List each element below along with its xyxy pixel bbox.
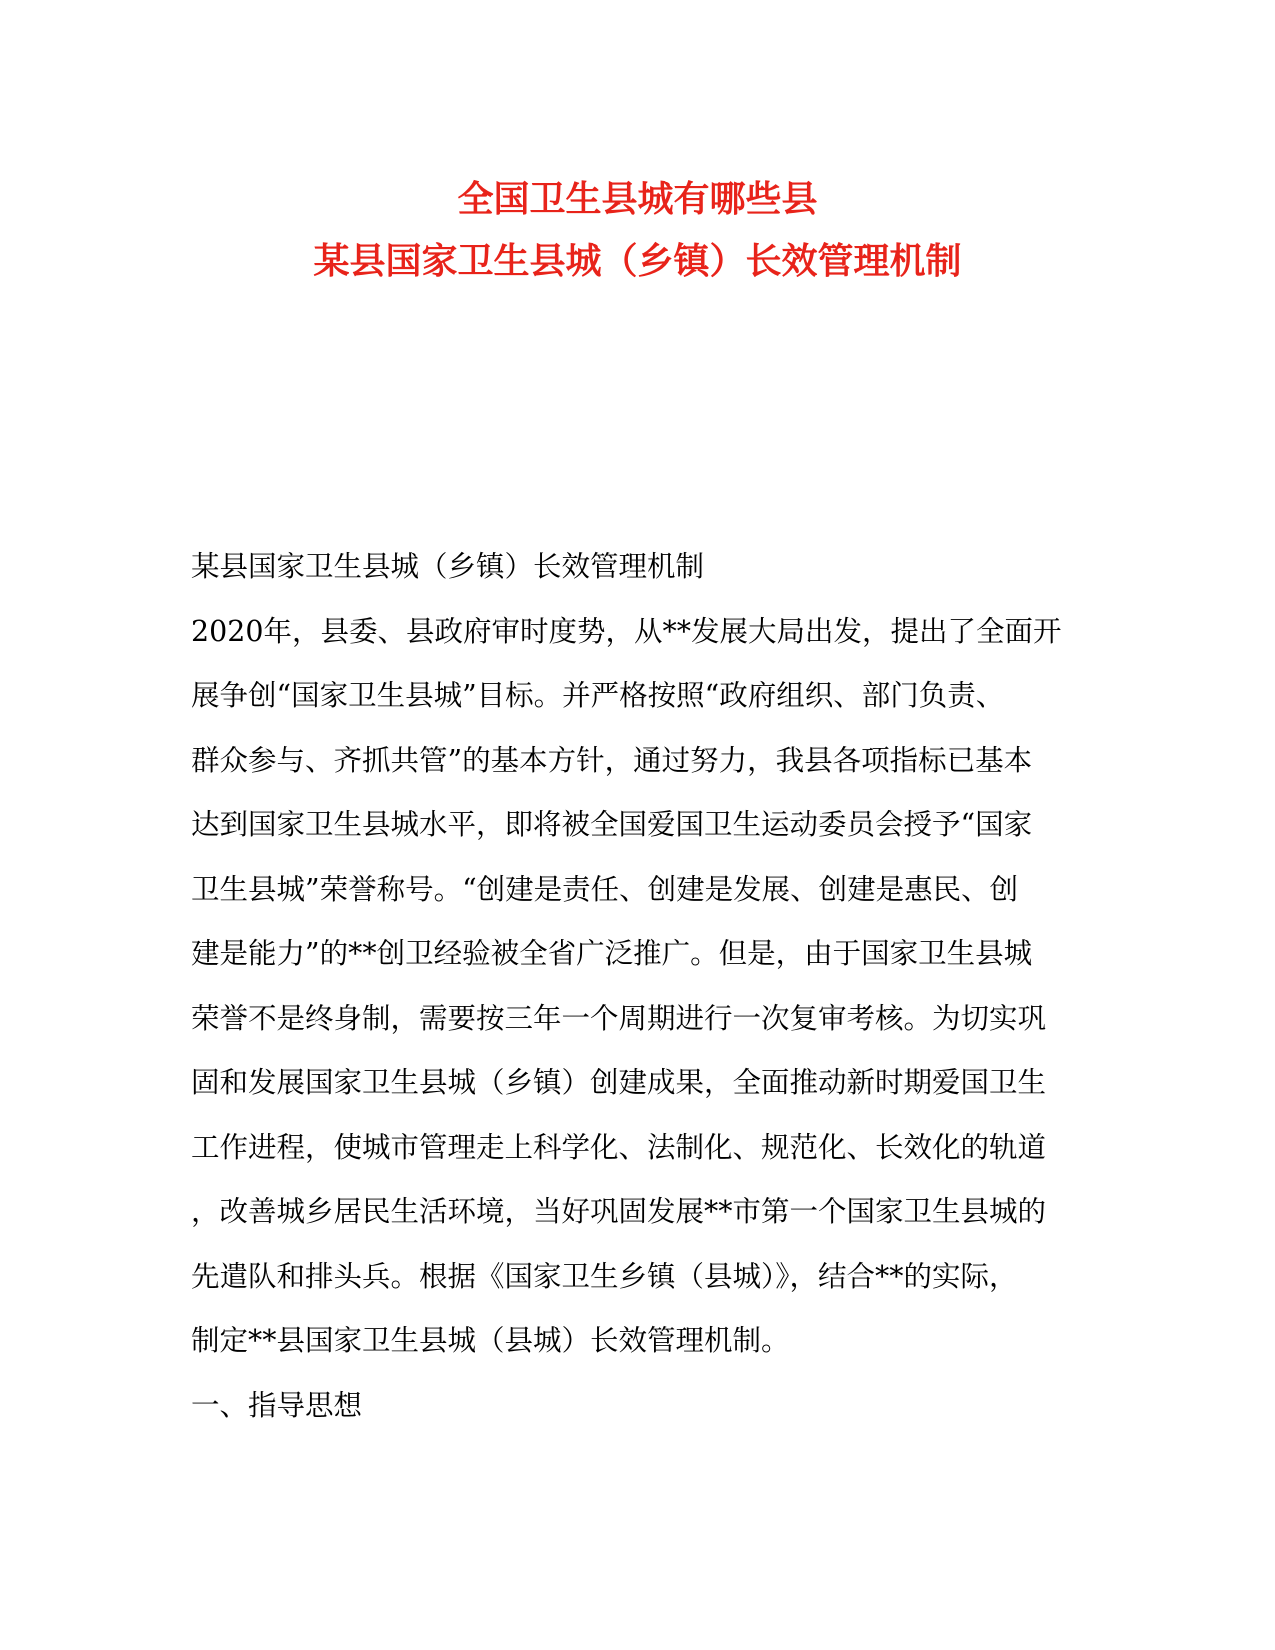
document-title bbox=[0, 168, 1275, 292]
body-line: ，改善城乡居民生活环境，当好巩固发展**市第一个国家卫生县城的 bbox=[191, 1195, 1047, 1228]
body-line: 固和发展国家卫生县城（乡镇）创建成果，全面推动新时期爱国卫生 bbox=[191, 1066, 1047, 1099]
body-line: 建是能力”的**创卫经验被全省广泛推广。但是，由于国家卫生县城 bbox=[191, 937, 1033, 970]
section-heading: 一、指导思想 bbox=[191, 1388, 363, 1422]
body-line: 2020年，县委、县政府审时度势，从**发展大局出发，提出了全面开 bbox=[191, 614, 1062, 648]
title-line-1: 全国卫生县城有哪些县 bbox=[457, 178, 818, 220]
body-line: 荣誉不是终身制，需要按三年一个周期进行一次复审考核。为切实巩 bbox=[191, 1001, 1047, 1035]
body-line: 展争创“国家卫生县城”目标。并严格按照“政府组织、部门负责、 bbox=[191, 679, 1005, 712]
body-line: 工作进程，使城市管理走上科学化、法制化、规范化、长效化的轨道 bbox=[191, 1130, 1047, 1164]
body-subtitle: 某县国家卫生县城（乡镇）长效管理机制 bbox=[191, 550, 705, 583]
body-line: 达到国家卫生县城水平，即将被全国爱国卫生运动委员会授予“国家 bbox=[191, 808, 1033, 841]
document-body bbox=[191, 535, 1071, 1438]
title-line-2: 某县国家卫生县城（乡镇）长效管理机制 bbox=[313, 240, 962, 282]
body-line: 群众参与、齐抓共管”的基本方针，通过努力，我县各项指标已基本 bbox=[191, 743, 1033, 777]
body-line: 制定**县国家卫生县城（县城）长效管理机制。 bbox=[191, 1324, 790, 1357]
body-line: 先遣队和排头兵。根据《国家卫生乡镇（县城）》，结合**的实际， bbox=[191, 1259, 1018, 1293]
body-line: 卫生县城”荣誉称号。“创建是责任、创建是发展、创建是惠民、创 bbox=[191, 872, 1019, 906]
